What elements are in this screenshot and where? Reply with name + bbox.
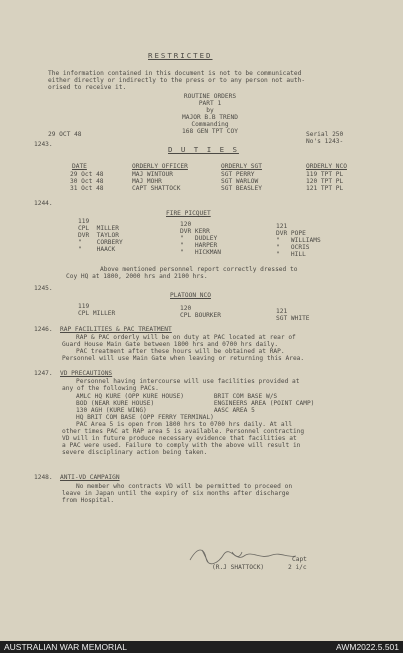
serial-number: Serial 250 bbox=[306, 131, 344, 138]
vd-line-11: severe disciplinary action being taken. bbox=[62, 449, 208, 456]
rap-line-1: RAP & PAC orderly will be on duty at PAC located at rear of bbox=[76, 334, 296, 341]
rap-facilities-heading: RAP FACILITIES & PAC TREATMENT bbox=[60, 326, 172, 333]
duties-row-2-sgt: SGT WARLOW bbox=[221, 178, 259, 185]
vd-line-5: 130 AGH (KURE WING) AASC AREA 5 bbox=[76, 407, 255, 414]
orders-by: by bbox=[206, 107, 214, 114]
duties-row-3-sgt: SGT BEASLEY bbox=[221, 185, 262, 192]
anti-vd-heading: ANTI-VD CAMPAIGN bbox=[60, 474, 120, 481]
vd-line-8: other times PAC at RAP area 5 is available. Personnel contracting bbox=[62, 428, 305, 435]
picquet-121-member-4: " HILL bbox=[276, 251, 306, 258]
anti-vd-line-2: leave in Japan until the expiry of six months after discharge bbox=[62, 490, 290, 497]
handwritten-signature bbox=[184, 544, 302, 566]
duties-row-2-date: 30 Oct 48 bbox=[70, 178, 104, 185]
notice-line-1: The information contained in this document is not to be communicated bbox=[48, 70, 302, 77]
para-number-1246: 1246. bbox=[34, 326, 53, 333]
duties-row-3-date: 31 Oct 48 bbox=[70, 185, 104, 192]
notice-line-3: orised to receive it. bbox=[48, 84, 127, 91]
picquet-119-member-1: CPL MILLER bbox=[78, 225, 119, 232]
order-date: 29 OCT 48 bbox=[48, 131, 82, 138]
fire-picquet-heading: FIRE PICQUET bbox=[166, 210, 211, 217]
signature-rank: Capt bbox=[292, 556, 307, 563]
duties-row-1-nco: 119 TPT PL bbox=[306, 171, 344, 178]
footer-institution: AUSTRALIAN WAR MEMORIAL bbox=[4, 642, 127, 652]
platoon-120-nco: CPL BOURKER bbox=[180, 312, 221, 319]
picquet-120-member-1: DVR KERR bbox=[180, 228, 210, 235]
notice-line-2: either directly or indirectly to the press or to any person not auth- bbox=[48, 77, 306, 84]
duties-row-2-officer: MAJ MOHR bbox=[132, 178, 162, 185]
para-number-1243: 1243. bbox=[34, 141, 53, 148]
order-numbers: No's 1243- bbox=[306, 138, 344, 145]
orders-unit: 168 GEN TPT COY bbox=[182, 128, 238, 135]
rap-line-2: Guard House Main Gate between 1800 hrs and 0700 hrs daily. bbox=[62, 341, 279, 348]
para-number-1244: 1244. bbox=[34, 200, 53, 207]
duties-row-3-nco: 121 TPT PL bbox=[306, 185, 344, 192]
picquet-note-line-1: Above mentioned personnel report correctly dressed to bbox=[100, 266, 298, 273]
orders-title: ROUTINE ORDERS bbox=[183, 93, 237, 100]
picquet-119-label: 119 bbox=[78, 218, 90, 225]
picquet-121-member-1: DVR POPE bbox=[276, 230, 306, 237]
orders-commanding: Commanding bbox=[191, 121, 229, 128]
platoon-121-nco: SGT WHITE bbox=[276, 315, 310, 322]
orders-part: PART 1 bbox=[198, 100, 222, 107]
duties-row-1-sgt: SGT PERRY bbox=[221, 171, 255, 178]
platoon-119-label: 119 bbox=[78, 303, 90, 310]
duties-row-1-date: 29 Oct 48 bbox=[70, 171, 104, 178]
para-number-1247: 1247. bbox=[34, 370, 53, 377]
picquet-120-member-4: " HICKMAN bbox=[180, 249, 221, 256]
rap-line-4: Personnel will use Main Gate when leaving or returning this Area. bbox=[62, 355, 305, 362]
platoon-119-nco: CPL MILLER bbox=[78, 310, 116, 317]
duties-header-nco: ORDERLY NCO bbox=[306, 163, 347, 170]
duties-header-date: DATE bbox=[72, 163, 87, 170]
platoon-nco-heading: PLATOON NCO bbox=[170, 292, 211, 299]
vd-line-7: PAC Area 5 is open from 1800 hrs to 0700 hrs daily. At all bbox=[76, 421, 293, 428]
picquet-note-line-2: Coy HQ at 1800, 2000 hrs and 2100 hrs. bbox=[66, 273, 208, 280]
orders-officer: MAJOR B.B TREND bbox=[182, 114, 238, 121]
picquet-120-member-2: " DUDLEY bbox=[180, 235, 218, 242]
vd-line-9: VD will in future produce necessary evidence that facilities at bbox=[62, 435, 297, 442]
vd-line-6: HQ BRIT COM BASE (OPP FERRY TERMINAL) bbox=[76, 414, 214, 421]
picquet-121-member-2: " WILLIAMS bbox=[276, 237, 321, 244]
vd-line-2: any of the following PACs. bbox=[62, 385, 159, 392]
signature-name: (R.J SHATTOCK) bbox=[212, 564, 265, 571]
picquet-119-member-4: " HAACK bbox=[78, 246, 116, 253]
picquet-121-label: 121 bbox=[276, 223, 288, 230]
vd-line-4: BOD (NEAR KURE HOUSE) ENGINEERS AREA (POINT CAMP) bbox=[76, 400, 315, 407]
duties-header-officer: ORDERLY OFFICER bbox=[132, 163, 188, 170]
anti-vd-line-3: from Hospital. bbox=[62, 497, 115, 504]
vd-line-10: a PAC were used. Failure to comply with the above will result in bbox=[62, 442, 301, 449]
picquet-121-member-3: " OCRIS bbox=[276, 244, 310, 251]
rap-line-3: PAC treatment after these hours will be obtained at RAP. bbox=[76, 348, 285, 355]
picquet-120-label: 120 bbox=[180, 221, 192, 228]
picquet-120-member-3: " HARPER bbox=[180, 242, 218, 249]
para-number-1248: 1248. bbox=[34, 474, 53, 481]
vd-line-3: AMLC HQ KURE (OPP KURE HOUSE) BRIT COM BASE W/S bbox=[76, 393, 278, 400]
signature-suffix: 2 i/c bbox=[288, 564, 307, 571]
restricted-heading: RESTRICTED bbox=[148, 51, 213, 60]
para-number-1245: 1245. bbox=[34, 285, 53, 292]
platoon-120-label: 120 bbox=[180, 305, 192, 312]
picquet-119-member-2: DVR TAYLOR bbox=[78, 232, 119, 239]
duties-row-2-nco: 120 TPT PL bbox=[306, 178, 344, 185]
vd-line-1: Personnel having intercourse will use facilities provided at bbox=[76, 378, 300, 385]
archive-footer bbox=[0, 641, 403, 653]
duties-row-1-officer: MAJ WINTOUR bbox=[132, 171, 173, 178]
footer-accession-number: AWM2022.5.501 bbox=[336, 642, 399, 652]
duties-row-3-officer: CAPT SHATTOCK bbox=[132, 185, 181, 192]
picquet-119-member-3: " CORBERY bbox=[78, 239, 123, 246]
vd-precautions-heading: VD PRECAUTIONS bbox=[60, 370, 113, 377]
anti-vd-line-1: No member who contracts VD will be permitted to proceed on bbox=[76, 483, 293, 490]
duties-heading: D U T I E S bbox=[168, 145, 239, 154]
duties-header-sgt: ORDERLY SGT bbox=[221, 163, 262, 170]
platoon-121-label: 121 bbox=[276, 308, 288, 315]
